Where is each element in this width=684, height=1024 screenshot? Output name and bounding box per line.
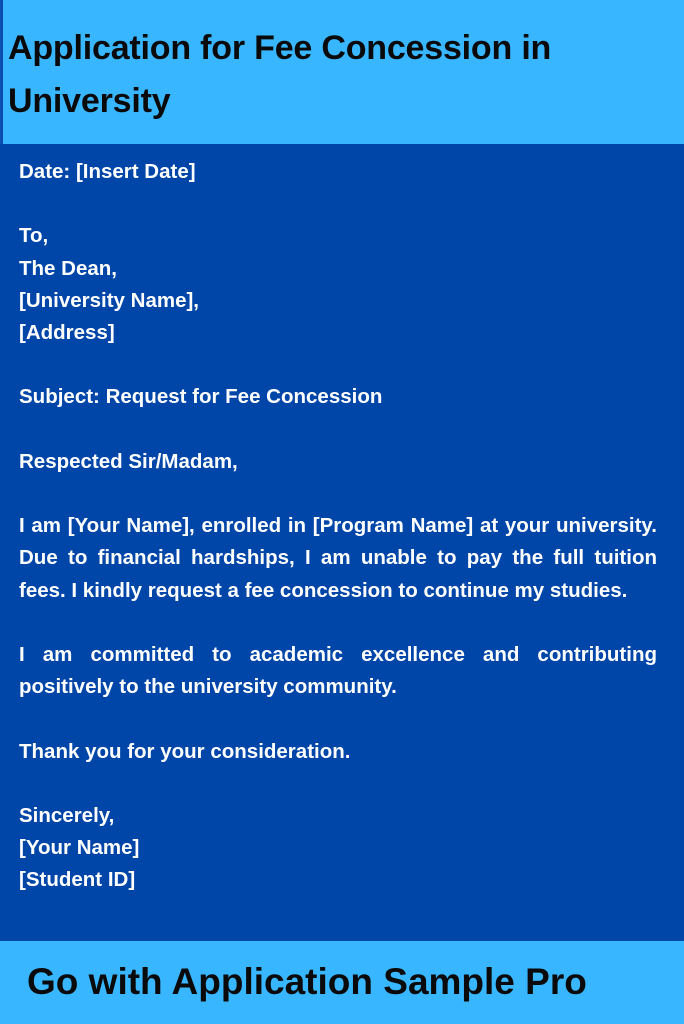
letter-date: Date: [Insert Date] <box>19 160 196 183</box>
footer-banner <box>0 941 684 1024</box>
letter-paragraph-1: I am [Your Name], enrolled in [Program Name] at your university. Due to financial hardships, I am unable to pay the full tuition fees. I kindly request a fee concession to continue my studies. <box>19 514 657 602</box>
closing-line: Sincerely, <box>19 803 115 827</box>
letter-body <box>19 156 657 929</box>
header-accent-bar <box>0 0 3 144</box>
letter-recipient-block <box>19 220 657 349</box>
footer-tagline: Go with Application Sample Pro <box>27 961 587 1002</box>
header-banner <box>0 0 684 144</box>
recipient-line: [University Name], <box>19 288 200 312</box>
closing-line: [Your Name] <box>19 836 140 860</box>
page-title: Application for Fee Concession in University <box>8 29 552 120</box>
recipient-line: [Address] <box>19 321 115 344</box>
letter-paragraph-2: I am committed to academic excellence and contributing positively to the university community. <box>19 642 657 699</box>
letter-thanks: Thank you for your consideration. <box>19 739 351 763</box>
letter-subject: Subject: Request for Fee Concession <box>19 385 383 409</box>
closing-line: [Student ID] <box>19 868 136 892</box>
letter-closing-block <box>19 800 657 897</box>
recipient-line: To, <box>19 224 49 248</box>
letter-salutation: Respected Sir/Madam, <box>19 449 238 473</box>
recipient-line: The Dean, <box>19 256 117 280</box>
